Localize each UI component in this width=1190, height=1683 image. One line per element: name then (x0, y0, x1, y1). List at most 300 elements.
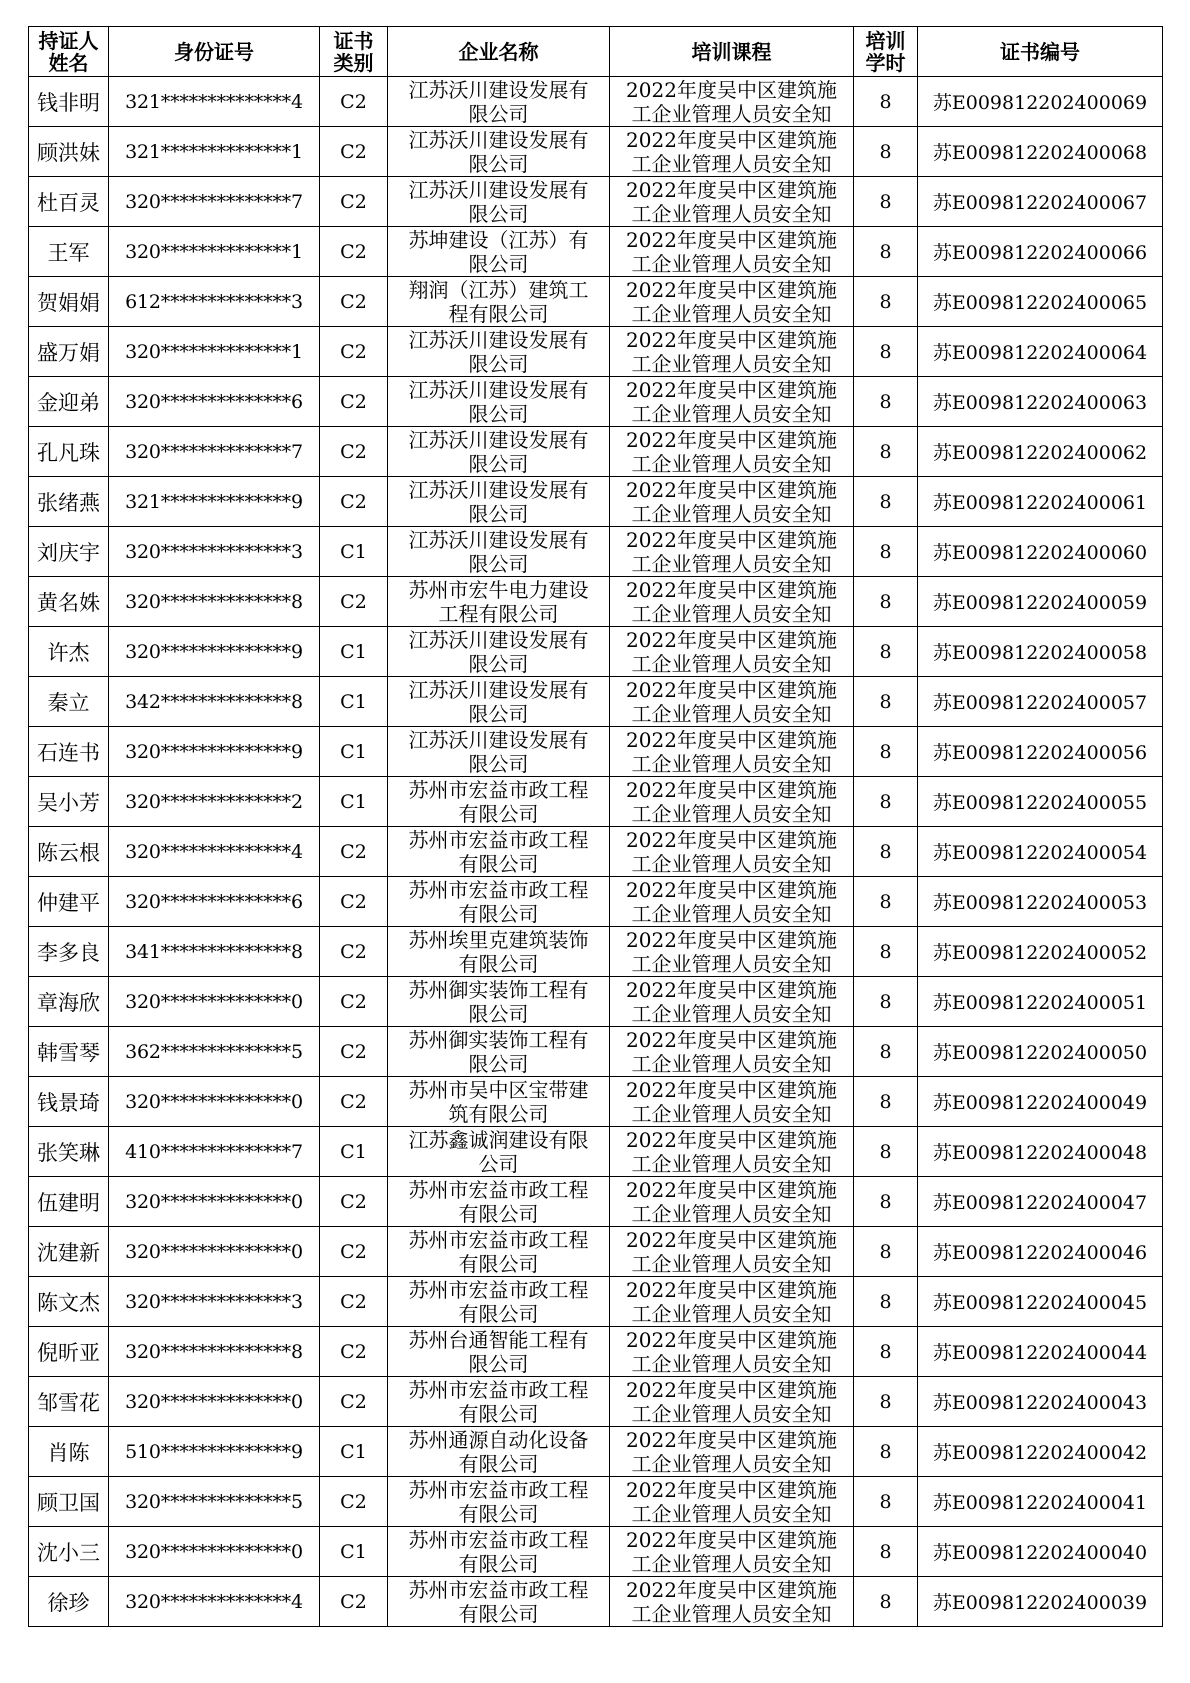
training-hours: 8 (854, 627, 918, 677)
training-hours: 8 (854, 527, 918, 577)
enterprise-line: 苏州市宏益市政工程 (408, 1178, 589, 1202)
cert-number: 苏E009812202400048 (918, 1127, 1163, 1177)
enterprise-line: 限公司 (468, 1052, 529, 1076)
header-row (29, 27, 1163, 77)
course-line: 2022年度吴中区建筑施 (626, 1178, 837, 1202)
enterprise-line: 苏州市宏益市政工程 (408, 1578, 589, 1602)
course-line: 工企业管理人员安全知 (631, 1152, 832, 1176)
cert-number: 苏E009812202400062 (918, 427, 1163, 477)
table-row (29, 227, 1163, 277)
enterprise-name (388, 577, 610, 627)
enterprise-name (388, 227, 610, 277)
table-row (29, 377, 1163, 427)
training-hours: 8 (854, 1127, 918, 1177)
table-row (29, 1027, 1163, 1077)
cert-type: C2 (320, 1577, 388, 1627)
id-number: 320**************0 (109, 1177, 320, 1227)
course-line: 工企业管理人员安全知 (631, 1302, 832, 1326)
enterprise-name (388, 1127, 610, 1177)
holder-name: 章海欣 (29, 977, 109, 1027)
training-course (610, 427, 854, 477)
holder-name: 邹雪花 (29, 1377, 109, 1427)
training-hours: 8 (854, 477, 918, 527)
enterprise-line: 有限公司 (458, 902, 539, 926)
course-line: 2022年度吴中区建筑施 (626, 678, 837, 702)
holder-name: 秦立 (29, 677, 109, 727)
cert-number: 苏E009812202400060 (918, 527, 1163, 577)
enterprise-line: 江苏鑫诚润建设有限 (408, 1128, 589, 1152)
course-line: 工企业管理人员安全知 (631, 1202, 832, 1226)
training-course (610, 1277, 854, 1327)
training-hours: 8 (854, 227, 918, 277)
course-line: 工企业管理人员安全知 (631, 552, 832, 576)
cert-number: 苏E009812202400049 (918, 1077, 1163, 1127)
cert-type: C2 (320, 577, 388, 627)
cert-number: 苏E009812202400052 (918, 927, 1163, 977)
holder-name: 肖陈 (29, 1427, 109, 1477)
training-hours: 8 (854, 877, 918, 927)
holder-name: 许杰 (29, 627, 109, 677)
enterprise-name (388, 977, 610, 1027)
table-row (29, 1227, 1163, 1277)
enterprise-line: 限公司 (468, 652, 529, 676)
id-number: 510**************9 (109, 1427, 320, 1477)
enterprise-line: 苏坤建设（江苏）有 (408, 228, 589, 252)
table-row (29, 677, 1163, 727)
enterprise-name (388, 277, 610, 327)
table-row (29, 577, 1163, 627)
holder-name: 盛万娟 (29, 327, 109, 377)
holder-name: 徐珍 (29, 1577, 109, 1627)
enterprise-name (388, 527, 610, 577)
cert-type: C2 (320, 1177, 388, 1227)
enterprise-line: 限公司 (468, 402, 529, 426)
training-hours: 8 (854, 727, 918, 777)
enterprise-name (388, 1527, 610, 1577)
course-line: 2022年度吴中区建筑施 (626, 1228, 837, 1252)
enterprise-line: 苏州市宏益市政工程 (408, 828, 589, 852)
training-hours: 8 (854, 927, 918, 977)
holder-name: 张笑琳 (29, 1127, 109, 1177)
table-row (29, 177, 1163, 227)
course-line: 2022年度吴中区建筑施 (626, 728, 837, 752)
cert-type: C2 (320, 927, 388, 977)
enterprise-line: 限公司 (468, 152, 529, 176)
training-hours: 8 (854, 377, 918, 427)
id-number: 320**************7 (109, 177, 320, 227)
training-hours: 8 (854, 127, 918, 177)
enterprise-line: 有限公司 (458, 802, 539, 826)
cert-type: C2 (320, 327, 388, 377)
header-id-number: 身份证号 (109, 27, 320, 77)
enterprise-line: 苏州市宏益市政工程 (408, 1228, 589, 1252)
course-line: 2022年度吴中区建筑施 (626, 1478, 837, 1502)
training-course (610, 677, 854, 727)
training-hours: 8 (854, 1527, 918, 1577)
table-row (29, 77, 1163, 127)
cert-number: 苏E009812202400058 (918, 627, 1163, 677)
course-line: 工企业管理人员安全知 (631, 602, 832, 626)
holder-name: 倪昕亚 (29, 1327, 109, 1377)
course-line: 工企业管理人员安全知 (631, 652, 832, 676)
certificate-table (28, 26, 1163, 1627)
enterprise-line: 苏州市宏益市政工程 (408, 878, 589, 902)
table-row (29, 877, 1163, 927)
training-course (610, 877, 854, 927)
training-hours: 8 (854, 827, 918, 877)
cert-number: 苏E009812202400056 (918, 727, 1163, 777)
cert-number: 苏E009812202400069 (918, 77, 1163, 127)
cert-type: C2 (320, 1077, 388, 1127)
enterprise-name (388, 77, 610, 127)
cert-type: C2 (320, 427, 388, 477)
course-line: 2022年度吴中区建筑施 (626, 978, 837, 1002)
cert-type: C1 (320, 1527, 388, 1577)
cert-type: C1 (320, 527, 388, 577)
enterprise-line: 公司 (478, 1152, 519, 1176)
enterprise-line: 工程有限公司 (438, 602, 559, 626)
course-line: 工企业管理人员安全知 (631, 1102, 832, 1126)
enterprise-line: 限公司 (468, 202, 529, 226)
enterprise-name (388, 1227, 610, 1277)
course-line: 2022年度吴中区建筑施 (626, 578, 837, 602)
enterprise-name (388, 377, 610, 427)
enterprise-name (388, 777, 610, 827)
cert-number: 苏E009812202400040 (918, 1527, 1163, 1577)
training-hours: 8 (854, 1027, 918, 1077)
training-course (610, 377, 854, 427)
cert-type: C2 (320, 1027, 388, 1077)
cert-number: 苏E009812202400047 (918, 1177, 1163, 1227)
cert-type: C1 (320, 777, 388, 827)
enterprise-line: 江苏沃川建设发展有 (408, 128, 589, 152)
cert-number: 苏E009812202400045 (918, 1277, 1163, 1327)
id-number: 320**************0 (109, 1077, 320, 1127)
cert-type: C2 (320, 177, 388, 227)
cert-number: 苏E009812202400043 (918, 1377, 1163, 1427)
id-number: 320**************9 (109, 727, 320, 777)
holder-name: 陈云根 (29, 827, 109, 877)
id-number: 320**************3 (109, 1277, 320, 1327)
course-line: 工企业管理人员安全知 (631, 402, 832, 426)
id-number: 320**************0 (109, 1377, 320, 1427)
table-row (29, 127, 1163, 177)
holder-name: 顾洪妹 (29, 127, 109, 177)
id-number: 321**************1 (109, 127, 320, 177)
enterprise-name (388, 1577, 610, 1627)
training-course (610, 127, 854, 177)
enterprise-line: 有限公司 (458, 1452, 539, 1476)
holder-name: 陈文杰 (29, 1277, 109, 1327)
course-line: 2022年度吴中区建筑施 (626, 1428, 837, 1452)
course-line: 2022年度吴中区建筑施 (626, 1128, 837, 1152)
enterprise-name (388, 827, 610, 877)
cert-type: C1 (320, 727, 388, 777)
table-row (29, 1577, 1163, 1627)
course-line: 2022年度吴中区建筑施 (626, 1028, 837, 1052)
training-hours: 8 (854, 677, 918, 727)
id-number: 320**************0 (109, 1527, 320, 1577)
holder-name: 王军 (29, 227, 109, 277)
course-line: 工企业管理人员安全知 (631, 302, 832, 326)
cert-type: C2 (320, 1377, 388, 1427)
training-course (610, 927, 854, 977)
course-line: 2022年度吴中区建筑施 (626, 778, 837, 802)
holder-name: 钱非明 (29, 77, 109, 127)
training-hours: 8 (854, 1577, 918, 1627)
enterprise-line: 苏州市宏益市政工程 (408, 1528, 589, 1552)
cert-number: 苏E009812202400067 (918, 177, 1163, 227)
id-number: 320**************8 (109, 577, 320, 627)
training-hours: 8 (854, 1477, 918, 1527)
id-number: 320**************1 (109, 227, 320, 277)
enterprise-line: 筑有限公司 (448, 1102, 549, 1126)
course-line: 工企业管理人员安全知 (631, 1252, 832, 1276)
id-number: 320**************3 (109, 527, 320, 577)
table-row (29, 477, 1163, 527)
id-number: 320**************1 (109, 327, 320, 377)
holder-name: 伍建明 (29, 1177, 109, 1227)
course-line: 2022年度吴中区建筑施 (626, 478, 837, 502)
course-line: 2022年度吴中区建筑施 (626, 178, 837, 202)
course-line: 2022年度吴中区建筑施 (626, 278, 837, 302)
training-hours: 8 (854, 577, 918, 627)
training-course (610, 277, 854, 327)
id-number: 362**************5 (109, 1027, 320, 1077)
enterprise-name (388, 477, 610, 527)
training-hours: 8 (854, 1327, 918, 1377)
enterprise-line: 苏州御实装饰工程有 (408, 978, 589, 1002)
table-row (29, 1277, 1163, 1327)
enterprise-line: 江苏沃川建设发展有 (408, 178, 589, 202)
training-course (610, 1327, 854, 1377)
training-course (610, 1027, 854, 1077)
enterprise-line: 有限公司 (458, 952, 539, 976)
enterprise-line: 江苏沃川建设发展有 (408, 378, 589, 402)
enterprise-line: 江苏沃川建设发展有 (408, 428, 589, 452)
cert-number: 苏E009812202400061 (918, 477, 1163, 527)
course-line: 2022年度吴中区建筑施 (626, 328, 837, 352)
enterprise-line: 苏州市宏益市政工程 (408, 1278, 589, 1302)
id-number: 320**************0 (109, 1227, 320, 1277)
training-course (610, 1577, 854, 1627)
table-row (29, 277, 1163, 327)
training-course (610, 1377, 854, 1427)
enterprise-line: 苏州市吴中区宝带建 (408, 1078, 589, 1102)
id-number: 320**************6 (109, 377, 320, 427)
course-line: 2022年度吴中区建筑施 (626, 378, 837, 402)
table-row (29, 777, 1163, 827)
enterprise-line: 有限公司 (458, 1252, 539, 1276)
cert-number: 苏E009812202400066 (918, 227, 1163, 277)
cert-type: C2 (320, 277, 388, 327)
holder-name: 李多良 (29, 927, 109, 977)
cert-type: C2 (320, 377, 388, 427)
cert-type: C2 (320, 1227, 388, 1277)
training-hours: 8 (854, 1077, 918, 1127)
course-line: 2022年度吴中区建筑施 (626, 1528, 837, 1552)
cert-number: 苏E009812202400055 (918, 777, 1163, 827)
holder-name: 孔凡珠 (29, 427, 109, 477)
course-line: 工企业管理人员安全知 (631, 502, 832, 526)
enterprise-line: 江苏沃川建设发展有 (408, 528, 589, 552)
enterprise-line: 限公司 (468, 1002, 529, 1026)
course-line: 2022年度吴中区建筑施 (626, 878, 837, 902)
enterprise-name (388, 1177, 610, 1227)
cert-type: C2 (320, 127, 388, 177)
enterprise-line: 有限公司 (458, 1552, 539, 1576)
course-line: 工企业管理人员安全知 (631, 952, 832, 976)
id-number: 320**************4 (109, 827, 320, 877)
enterprise-line: 江苏沃川建设发展有 (408, 728, 589, 752)
header-enterprise: 企业名称 (388, 27, 610, 77)
table-row (29, 1327, 1163, 1377)
course-line: 2022年度吴中区建筑施 (626, 828, 837, 852)
enterprise-name (388, 177, 610, 227)
course-line: 工企业管理人员安全知 (631, 702, 832, 726)
enterprise-line: 苏州埃里克建筑装饰 (408, 928, 589, 952)
enterprise-line: 有限公司 (458, 1402, 539, 1426)
holder-name: 贺娟娟 (29, 277, 109, 327)
enterprise-line: 江苏沃川建设发展有 (408, 328, 589, 352)
course-line: 2022年度吴中区建筑施 (626, 1278, 837, 1302)
id-number: 612**************3 (109, 277, 320, 327)
enterprise-line: 有限公司 (458, 852, 539, 876)
enterprise-line: 限公司 (468, 102, 529, 126)
cert-type: C1 (320, 1427, 388, 1477)
training-hours: 8 (854, 277, 918, 327)
enterprise-line: 苏州市宏益市政工程 (408, 1478, 589, 1502)
enterprise-line: 有限公司 (458, 1502, 539, 1526)
enterprise-name (388, 427, 610, 477)
training-hours: 8 (854, 977, 918, 1027)
holder-name: 石连书 (29, 727, 109, 777)
table-row (29, 427, 1163, 477)
cert-number: 苏E009812202400064 (918, 327, 1163, 377)
enterprise-name (388, 1377, 610, 1427)
training-hours: 8 (854, 1277, 918, 1327)
training-course (610, 727, 854, 777)
course-line: 工企业管理人员安全知 (631, 1352, 832, 1376)
cert-number: 苏E009812202400054 (918, 827, 1163, 877)
enterprise-line: 江苏沃川建设发展有 (408, 628, 589, 652)
cert-number: 苏E009812202400044 (918, 1327, 1163, 1377)
training-course (610, 827, 854, 877)
table-row (29, 627, 1163, 677)
training-course (610, 1127, 854, 1177)
enterprise-name (388, 927, 610, 977)
course-line: 工企业管理人员安全知 (631, 202, 832, 226)
course-line: 2022年度吴中区建筑施 (626, 928, 837, 952)
enterprise-line: 苏州市宏益市政工程 (408, 1378, 589, 1402)
enterprise-name (388, 1277, 610, 1327)
course-line: 工企业管理人员安全知 (631, 752, 832, 776)
training-hours: 8 (854, 1377, 918, 1427)
course-line: 工企业管理人员安全知 (631, 1452, 832, 1476)
enterprise-line: 限公司 (468, 702, 529, 726)
enterprise-name (388, 1077, 610, 1127)
table-row (29, 1477, 1163, 1527)
course-line: 2022年度吴中区建筑施 (626, 1578, 837, 1602)
enterprise-name (388, 1477, 610, 1527)
enterprise-line: 限公司 (468, 1352, 529, 1376)
course-line: 2022年度吴中区建筑施 (626, 1328, 837, 1352)
id-number: 320**************5 (109, 1477, 320, 1527)
enterprise-line: 限公司 (468, 552, 529, 576)
holder-name: 沈建新 (29, 1227, 109, 1277)
cert-number: 苏E009812202400042 (918, 1427, 1163, 1477)
enterprise-name (388, 327, 610, 377)
training-course (610, 1227, 854, 1277)
table-row (29, 1127, 1163, 1177)
course-line: 工企业管理人员安全知 (631, 452, 832, 476)
cert-type: C2 (320, 827, 388, 877)
header-cert-number: 证书编号 (918, 27, 1163, 77)
course-line: 工企业管理人员安全知 (631, 1552, 832, 1576)
enterprise-line: 苏州通源自动化设备 (408, 1428, 589, 1452)
id-number: 320**************2 (109, 777, 320, 827)
enterprise-line: 江苏沃川建设发展有 (408, 78, 589, 102)
table-row (29, 827, 1163, 877)
enterprise-line: 有限公司 (458, 1302, 539, 1326)
cert-type: C2 (320, 77, 388, 127)
table-row (29, 1177, 1163, 1227)
course-line: 工企业管理人员安全知 (631, 1502, 832, 1526)
enterprise-line: 苏州市宏牛电力建设 (408, 578, 589, 602)
enterprise-line: 限公司 (468, 252, 529, 276)
training-hours: 8 (854, 1227, 918, 1277)
training-hours: 8 (854, 1427, 918, 1477)
enterprise-name (388, 1427, 610, 1477)
enterprise-line: 苏州御实装饰工程有 (408, 1028, 589, 1052)
table-row (29, 1527, 1163, 1577)
enterprise-line: 有限公司 (458, 1202, 539, 1226)
id-number: 342**************8 (109, 677, 320, 727)
training-course (610, 1177, 854, 1227)
enterprise-line: 苏州市宏益市政工程 (408, 778, 589, 802)
course-line: 2022年度吴中区建筑施 (626, 228, 837, 252)
training-course (610, 777, 854, 827)
training-hours: 8 (854, 327, 918, 377)
cert-type: C2 (320, 1277, 388, 1327)
course-line: 2022年度吴中区建筑施 (626, 528, 837, 552)
holder-name: 金迎弟 (29, 377, 109, 427)
enterprise-name (388, 127, 610, 177)
table-row (29, 927, 1163, 977)
enterprise-name (388, 677, 610, 727)
enterprise-line: 限公司 (468, 452, 529, 476)
cert-number: 苏E009812202400057 (918, 677, 1163, 727)
course-line: 工企业管理人员安全知 (631, 1402, 832, 1426)
training-course (610, 77, 854, 127)
enterprise-name (388, 1027, 610, 1077)
cert-number: 苏E009812202400059 (918, 577, 1163, 627)
enterprise-name (388, 727, 610, 777)
training-course (610, 577, 854, 627)
holder-name: 黄名姝 (29, 577, 109, 627)
id-number: 320**************6 (109, 877, 320, 927)
id-number: 320**************7 (109, 427, 320, 477)
holder-name: 钱景琦 (29, 1077, 109, 1127)
id-number: 320**************4 (109, 1577, 320, 1627)
training-course (610, 477, 854, 527)
training-course (610, 527, 854, 577)
training-hours: 8 (854, 1177, 918, 1227)
enterprise-line: 江苏沃川建设发展有 (408, 678, 589, 702)
id-number: 320**************9 (109, 627, 320, 677)
header-hours: 培训 学时 (854, 27, 918, 77)
course-line: 工企业管理人员安全知 (631, 802, 832, 826)
